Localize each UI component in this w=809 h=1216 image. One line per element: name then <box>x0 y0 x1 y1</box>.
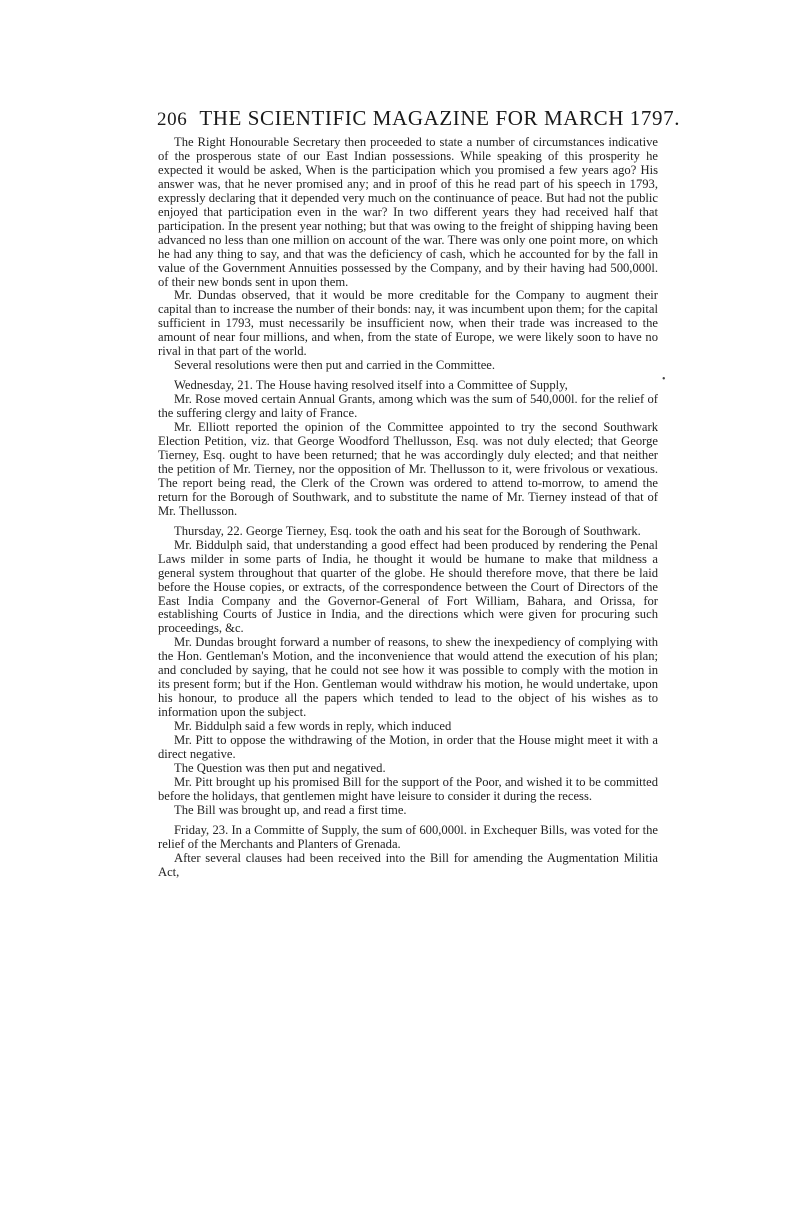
paragraph: Mr. Elliott reported the opinion of the Committee appointed to try the second Southwark Election Petition, viz. that George Woodford Thellusson, Esq. was not duly elected; that George Tierney, Esq. ought to have been returned; that he was accordingly duly elected; and that neither the petition of Mr. Tierney, nor the opposition of Mr. Thellusson to it, were frivolous or vexatious. The report being read, the Clerk of the Crown was ordered to attend to-morrow, to amend the return for the Borough of Southwark, and to substitute the name of Mr. Tierney instead of that of Mr. Thellusson. <box>158 420 658 518</box>
paragraph: The Right Honourable Secretary then proceeded to state a number of circumstances indicative of the prosperous state of our East Indian possessions. While speaking of this prosperity he expected it would be asked, When is the participation which you promised a few years ago? His answer was, that he never promised any; and in proof of this he read part of his speech in 1793, expressly declaring that it depended very much on the continuance of peace. But had not the public enjoyed that participation even in the war? In two different years they had received half that participation. In the present year nothing; but that was owing to the freight of shipping having been advanced no less than one million on account of the war. There was only one point more, on which he had any thing to say, and that was the deficiency of cash, which he accounted for by the fall in value of the Government Annuities possessed by the Company, and by their having had 500,000l. of their new bonds sent in upon them. <box>158 135 658 289</box>
ink-speck: • <box>662 374 666 385</box>
article-body <box>158 136 658 880</box>
paragraph: Mr. Dundas brought forward a number of reasons, to shew the inexpediency of complying with the Hon. Gentleman's Motion, and the inconvenience that would attend the execution of his plan; and concluded by saying, that he could not see how it was possible to comply with the motion in its present form; but if the Hon. Gentleman would withdraw his motion, he would undertake, upon his honour, to produce all the papers which tended to lead to the object of his wishes as to information upon the subject. <box>158 635 658 720</box>
paragraph: Mr. Rose moved certain Annual Grants, among which was the sum of 540,000l. for the relief of the suffering clergy and laity of France. <box>158 392 658 421</box>
paragraph: Several resolutions were then put and carried in the Committee. <box>174 358 496 373</box>
paragraph: Mr. Dundas observed, that it would be more creditable for the Company to augment their capital than to increase the number of their bonds: nay, it was incumbent upon them; for the capital sufficient in 1793, must necessarily be insufficient now, when their trade was increased to the amount of near four millions, and when, from the state of Europe, we were likely soon to have no rival in that part of the world. <box>158 288 658 359</box>
paragraph: Friday, 23. In a Committe of Supply, the sum of 600,000l. in Exchequer Bills, was voted for the relief of the Merchants and Planters of Grenada. <box>158 822 658 851</box>
page-number: 206 <box>157 109 188 130</box>
paragraph: Mr. Pitt brought up his promised Bill for the support of the Poor, and wished it to be committed before the holidays, that gentlemen might have leisure to consider it during the recess. <box>158 774 658 803</box>
paragraph: Mr. Biddulph said, that understanding a good effect had been produced by rendering the Penal Laws milder in some parts of India, he thought it would be humane to make that mildness a general system throughout that quarter of the globe. He should therefore move, that there be laid before the House copies, or extracts, of the correspondence between the Court of Directors of the East India Company and the Governor-General of Fort William, Bahara, and Orissa, for establishing Courts of Justice in India, and the directions which were given for procuring such proceedings, &c. <box>158 537 658 636</box>
paragraph: The Question was then put and negatived. <box>174 760 386 775</box>
magazine-title: THE SCIENTIFIC MAGAZINE FOR MARCH 1797. <box>199 106 681 130</box>
paragraph: Mr. Biddulph said a few words in reply, which induced <box>174 719 452 734</box>
paragraph: Mr. Pitt to oppose the withdrawing of the Motion, in order that the House might meet it with a direct negative. <box>158 733 658 761</box>
paragraph: The Bill was brought up, and read a first time. <box>174 802 407 817</box>
running-header <box>157 106 681 131</box>
paragraph: After several clauses had been received into the Bill for amending the Augmentation Militia Act, <box>158 850 658 879</box>
paragraph: Wednesday, 21. The House having resolved itself into a Committee of Supply, <box>174 378 568 393</box>
paragraph: Thursday, 22. George Tierney, Esq. took the oath and his seat for the Borough of Southwark. <box>174 523 641 538</box>
